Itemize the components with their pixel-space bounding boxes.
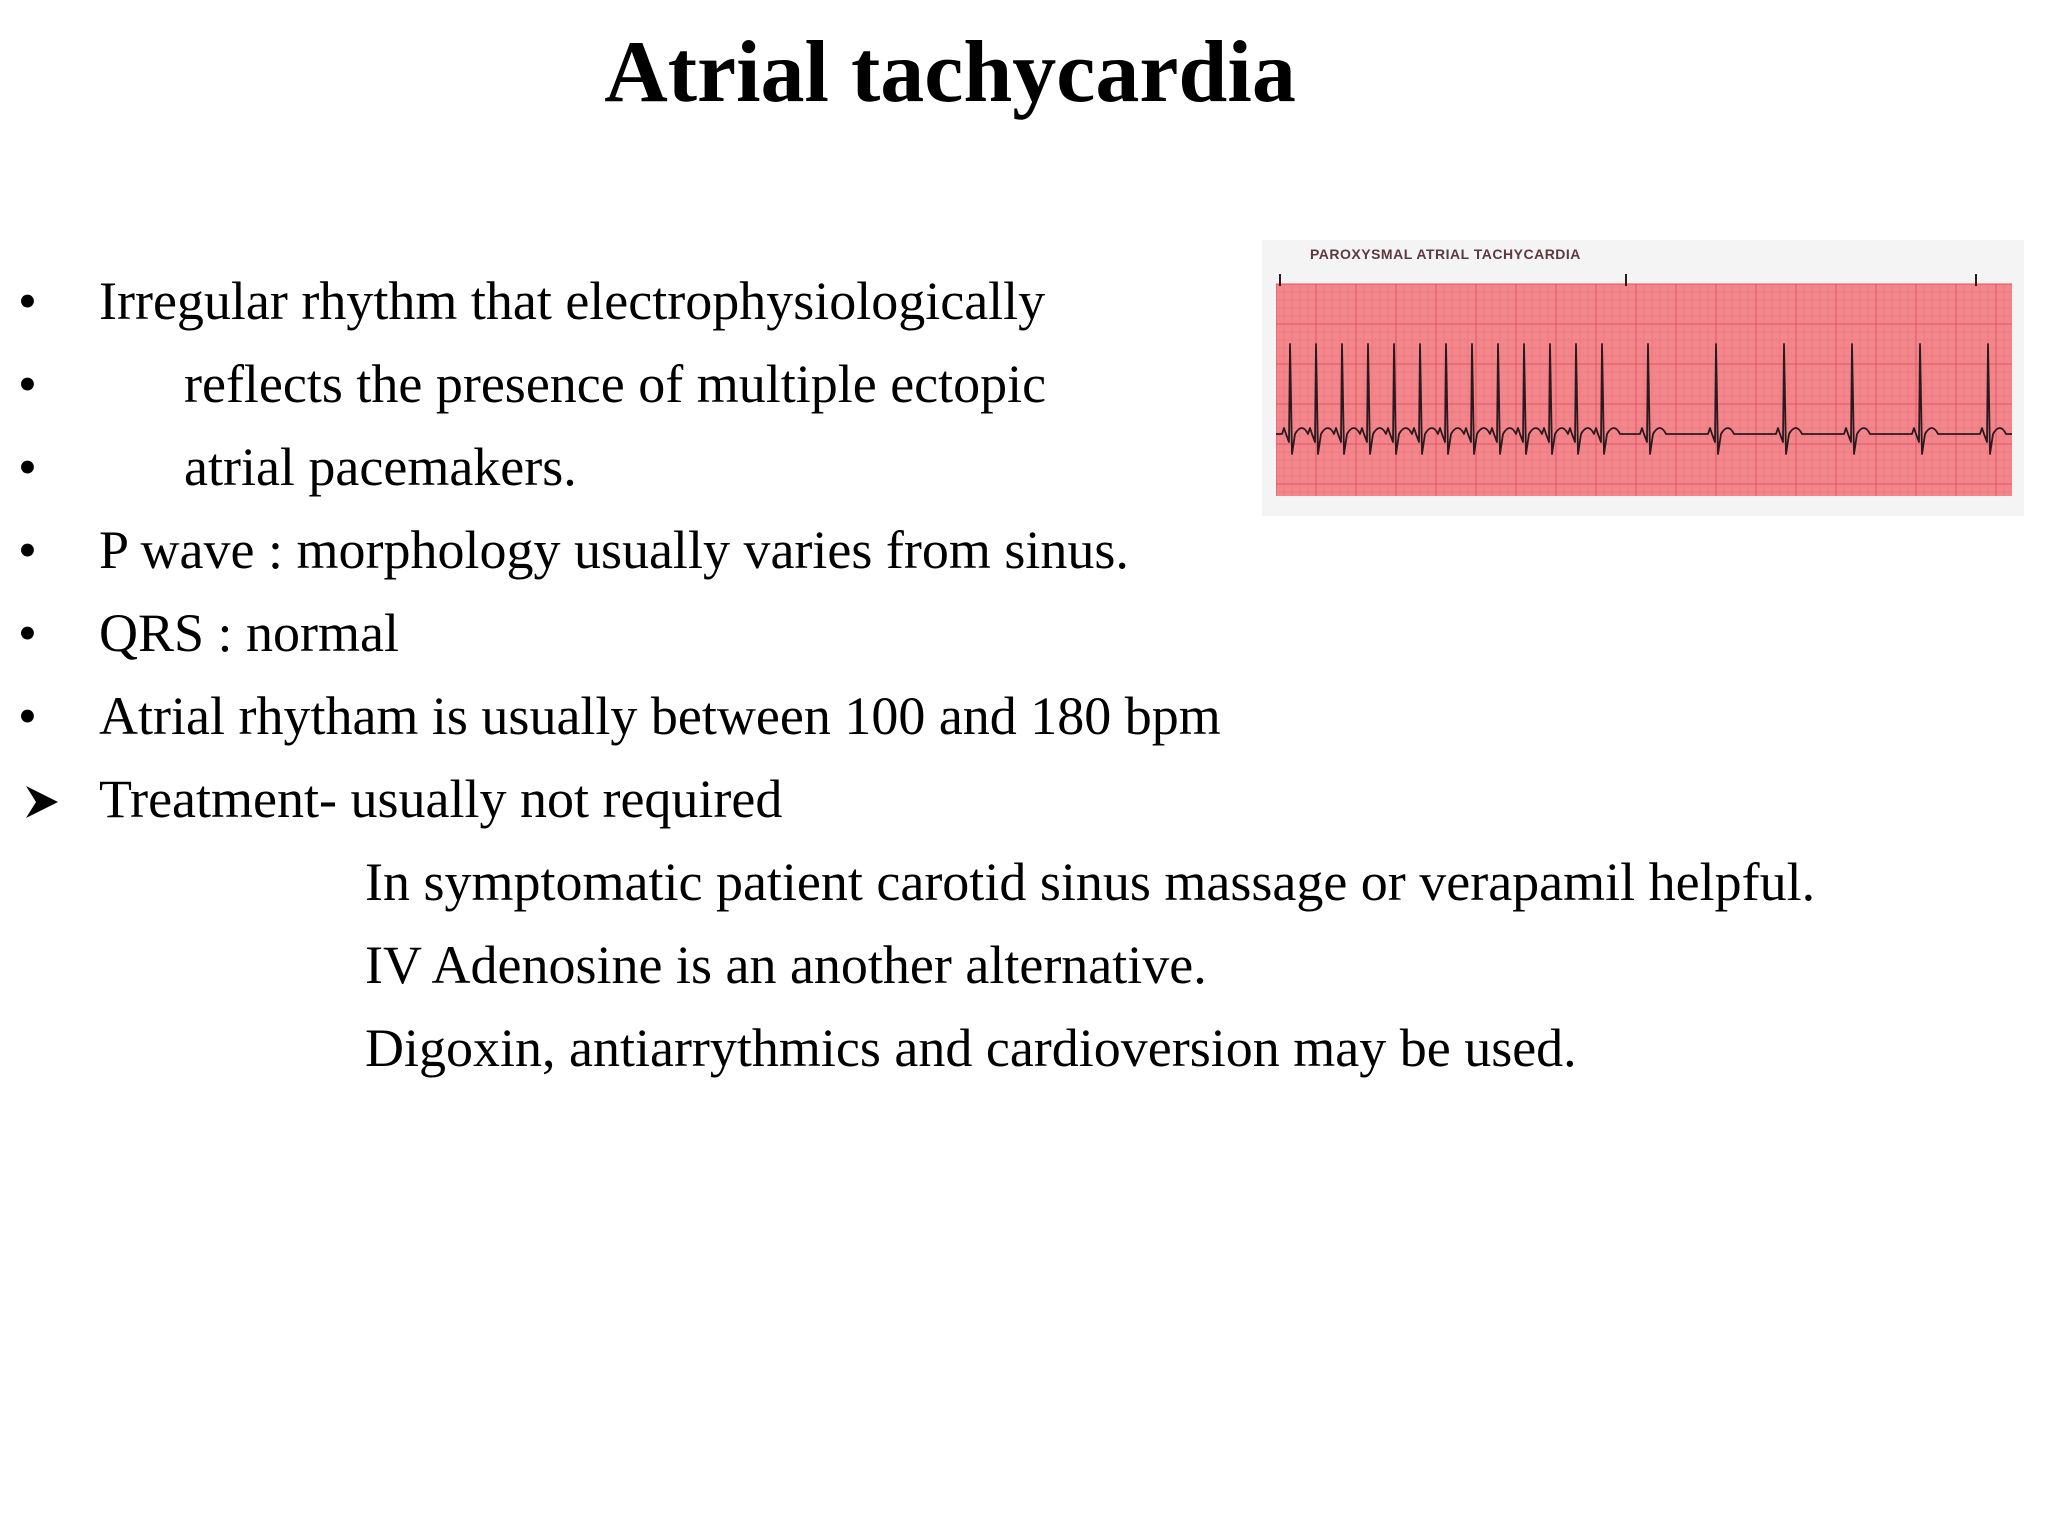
- bullet-marker: •: [18, 271, 37, 331]
- bullet-marker: •: [18, 354, 37, 414]
- bullet-marker: •: [18, 686, 37, 746]
- bullet-line: [0, 685, 1990, 768]
- bullet-text: reflects the presence of multiple ectopic: [184, 354, 1047, 414]
- bullet-text: IV Adenosine is an another alternative.: [365, 935, 1207, 995]
- bullet-marker: •: [18, 520, 37, 580]
- treatment-detail-line: [0, 1017, 1990, 1100]
- ecg-strip-image: [1262, 240, 2024, 516]
- treatment-detail-line: [0, 934, 1990, 1017]
- ecg-strip-label: PAROXYSMAL ATRIAL TACHYCARDIA: [1310, 246, 1581, 262]
- slide-title: Atrial tachycardia: [604, 24, 1296, 121]
- bullet-line: [0, 602, 1990, 685]
- bullet-line: [0, 519, 1990, 602]
- bullet-text: Digoxin, antiarrythmics and cardioversion may be used.: [365, 1018, 1577, 1078]
- treatment-detail-line: [0, 851, 1990, 934]
- bullet-text: atrial pacemakers.: [184, 437, 577, 497]
- bullet-text: In symptomatic patient carotid sinus massage or verapamil helpful.: [365, 852, 1816, 912]
- bullet-marker: •: [18, 603, 37, 663]
- ecg-trace-graphic: [1276, 274, 2012, 496]
- bullet-text: Atrial rhytham is usually between 100 and 180 bpm: [99, 686, 1221, 746]
- bullet-text: Irregular rhythm that electrophysiologically: [99, 271, 1046, 331]
- bullet-text: QRS : normal: [99, 603, 400, 663]
- bullet-text: P wave : morphology usually varies from sinus.: [99, 520, 1129, 580]
- arrow-bullet-icon: [22, 782, 62, 822]
- bullet-marker: •: [18, 437, 37, 497]
- bullet-line: [0, 768, 1990, 851]
- bullet-text: Treatment- usually not required: [99, 769, 783, 829]
